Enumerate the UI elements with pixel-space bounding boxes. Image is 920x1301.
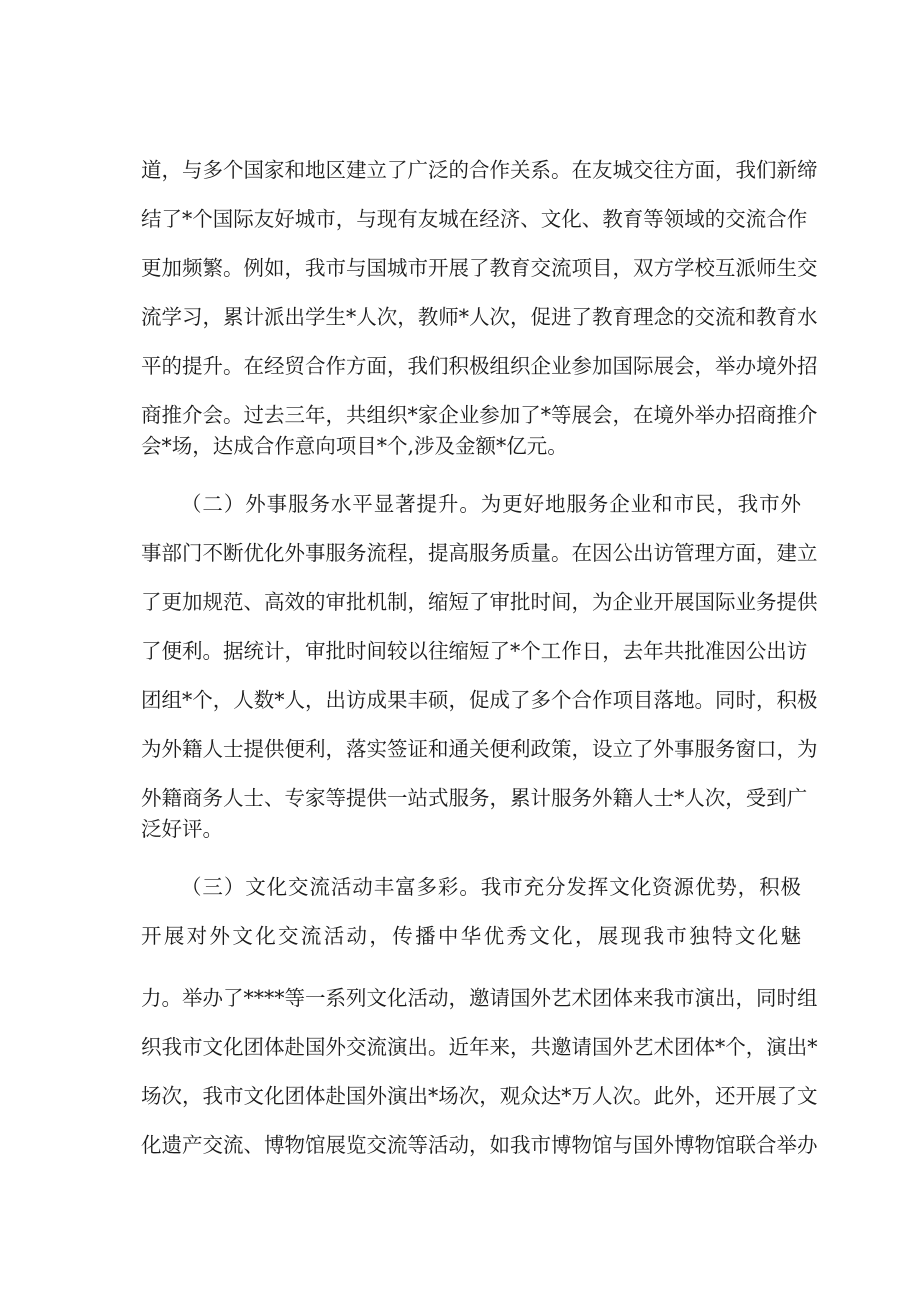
text-line: 开展对外文化交流活动，传播中华优秀文化，展现我市独特文化魅 bbox=[141, 924, 801, 948]
text-line: 织我市文化团体赴国外交流演出。近年来，共邀请国外艺术团体*个，演出* bbox=[141, 1035, 818, 1059]
text-line: 结了*个国际友好城市，与现有友城在经济、文化、教育等领域的交流合作 bbox=[141, 207, 808, 231]
text-line: 了便利。据统计，审批时间较以往缩短了*个工作日，去年共批准因公出访 bbox=[141, 639, 808, 663]
text-line: 外籍商务人士、专家等提供一站式服务，累计服务外籍人士*人次，受到广 bbox=[141, 786, 808, 810]
text-line: 场次，我市文化团体赴国外演出*场次，观众达*万人次。此外，还开展了文 bbox=[141, 1084, 818, 1108]
text-line: 事部门不断优化外事服务流程，提高服务质量。在因公出访管理方面，建立 bbox=[141, 541, 818, 565]
text-line: 团组*个，人数*人，出访成果丰硕，促成了多个合作项目落地。同时，积极 bbox=[141, 688, 818, 712]
text-line: 平的提升。在经贸合作方面，我们积极组织企业参加国际展会，举办境外招 bbox=[141, 354, 818, 378]
text-line: 流学习，累计派出学生*人次，教师*人次，促进了教育理念的交流和教育水 bbox=[141, 305, 818, 329]
text-line: 化遗产交流、博物馆展览交流等活动，如我市博物馆与国外博物馆联合举办 bbox=[141, 1133, 818, 1157]
text-line: 了更加规范、高效的审批机制，缩短了审批时间，为企业开展国际业务提供 bbox=[141, 590, 818, 614]
text-line: 道，与多个国家和地区建立了广泛的合作关系。在友城交往方面，我们新缔 bbox=[141, 158, 818, 182]
text-line: 更加频繁。例如，我市与国城市开展了教育交流项目，双方学校互派师生交 bbox=[141, 256, 818, 280]
text-line: 力。举办了****等一系列文化活动，邀请国外艺术团体来我市演出，同时组 bbox=[141, 986, 818, 1010]
text-line: 为外籍人士提供便利，落实签证和通关便利政策，设立了外事服务窗口，为 bbox=[141, 737, 818, 761]
paragraph-heading-line: （三）文化交流活动丰富多彩。我市充分发挥文化资源优势，积极 bbox=[181, 875, 801, 899]
paragraph-heading-line: （二）外事服务水平显著提升。为更好地服务企业和市民，我市外 bbox=[181, 492, 801, 516]
text-line: 泛好评。 bbox=[141, 817, 223, 841]
text-line: 会*场，达成合作意向项目*个,涉及金额*亿元。 bbox=[141, 434, 568, 458]
text-line: 商推介会。过去三年，共组织*家企业参加了*等展会，在境外举办招商推介 bbox=[141, 403, 818, 427]
